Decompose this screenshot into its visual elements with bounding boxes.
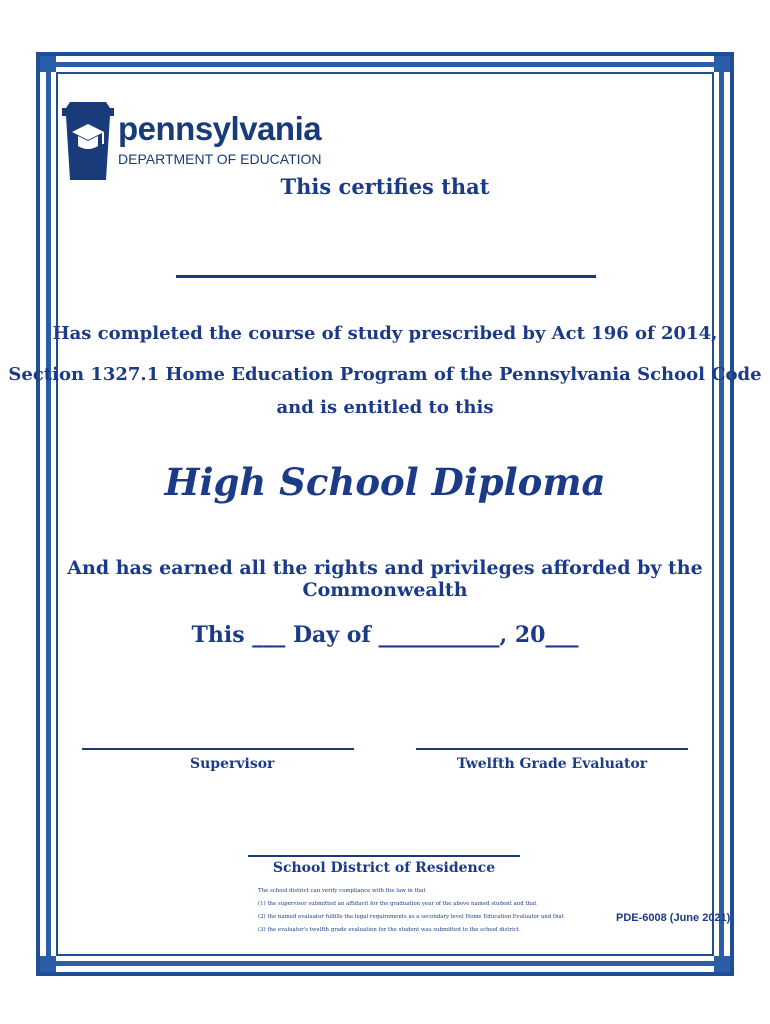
body-text-line-2: Section 1327.1 Home Education Program of the Pennsylvania School Code	[8, 364, 762, 385]
supervisor-signature-line[interactable]	[82, 748, 354, 750]
district-signature-line[interactable]	[248, 855, 520, 857]
border-corner-top-right	[714, 56, 730, 72]
border-corner-top-left	[40, 56, 56, 72]
diploma-title: High School Diploma	[164, 460, 606, 504]
keystone-graduation-cap-icon	[58, 98, 118, 182]
border-corner-bottom-right	[714, 956, 730, 972]
evaluator-label: Twelfth Grade Evaluator	[456, 756, 648, 772]
logo-text-department: DEPARTMENT OF EDUCATION	[118, 151, 322, 167]
logo-text-pennsylvania: pennsylvania	[118, 110, 322, 147]
evaluator-signature-line[interactable]	[416, 748, 688, 750]
supervisor-label: Supervisor	[190, 756, 275, 772]
date-line[interactable]: This ___ Day of ___________, 20___	[191, 622, 579, 648]
recipient-name-line[interactable]	[176, 275, 596, 278]
form-id-label: PDE-6008 (June 2021)	[616, 912, 731, 924]
body-text-line-3: and is entitled to this	[276, 397, 494, 418]
fine-print-line-2: (1) the supervisor submitted an affidavit for the graduation year of the above named student and that	[258, 901, 537, 907]
fine-print-line-3: (2) the named evaluator fulfills the legal requirements as a secondary level Home Education Evaluator and that	[258, 914, 564, 920]
certifies-heading: This certifies that	[280, 174, 490, 199]
district-label: School District of Residence	[272, 860, 496, 876]
border-corner-bottom-left	[40, 956, 56, 972]
fine-print-line-4: (3) the evaluator's twelfth grade evaluation for the student was submitted to the school district.	[258, 927, 521, 933]
certificate-border-inner	[56, 72, 714, 956]
body-text-line-1: Has completed the course of study prescribed by Act 196 of 2014,	[52, 323, 718, 344]
rights-statement: And has earned all the rights and privileges afforded by the Commonwealth	[67, 557, 703, 601]
fine-print-line-1: The school district can verify compliance with the law in that	[258, 888, 426, 894]
